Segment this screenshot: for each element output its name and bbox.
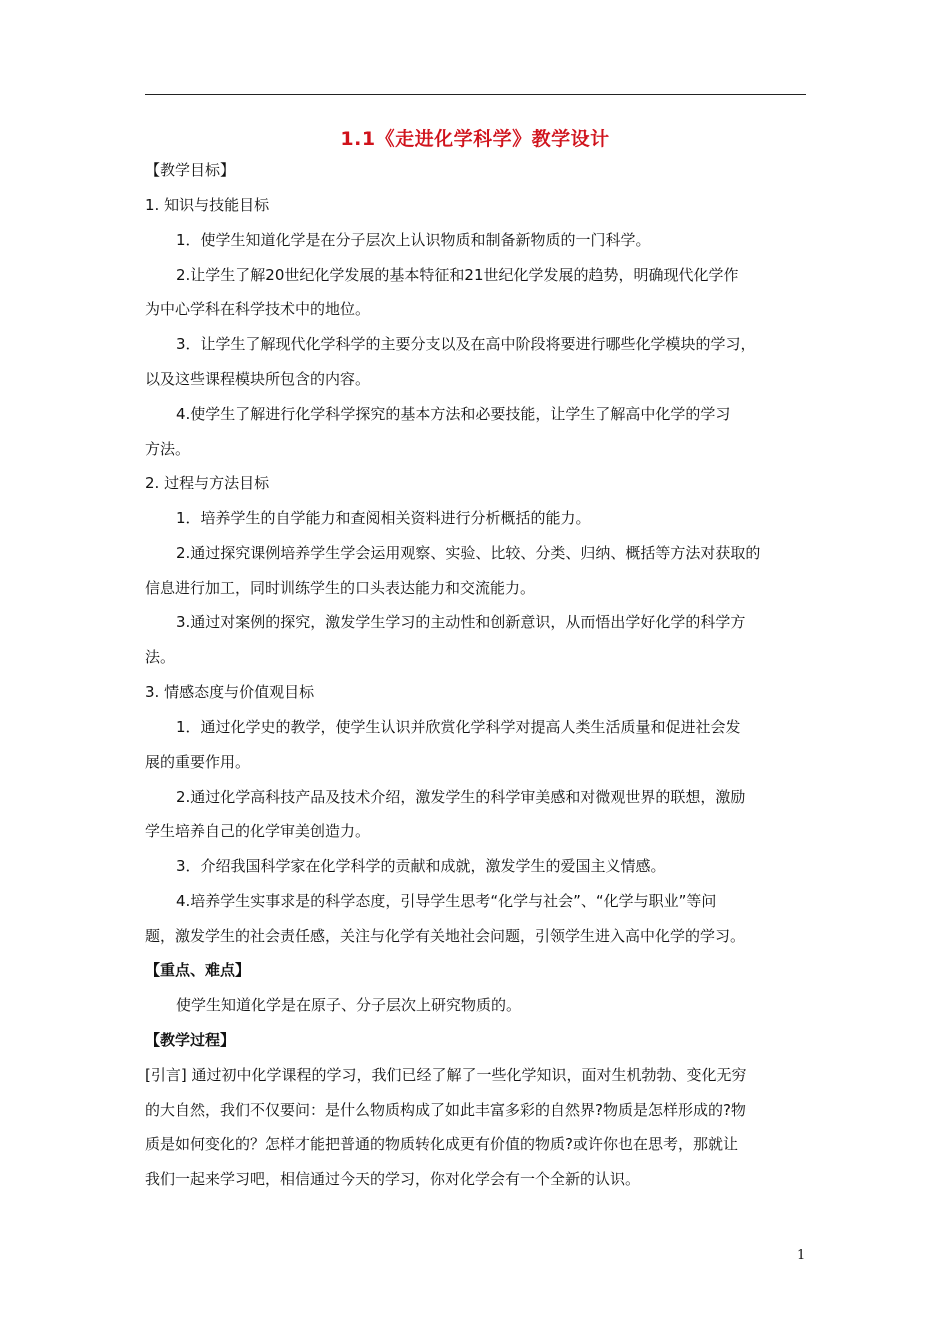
paragraph-line: [引言] 通过初中化学课程的学习，我们已经了解了一些化学知识，面对生机勃勃、变化无穷 (145, 1066, 747, 1084)
header-rule (145, 94, 806, 95)
section-heading-objectives: 【教学目标】 (145, 161, 236, 179)
paragraph-line: 1．使学生知道化学是在分子层次上认识物质和制备新物质的一门科学。 (176, 231, 651, 249)
subheading-knowledge-skills: 1. 知识与技能目标 (145, 196, 270, 214)
paragraph-line: 1．通过化学史的教学，使学生认识并欣赏化学科学对提高人类生活质量和促进社会发 (176, 718, 741, 736)
paragraph-line: 信息进行加工，同时训练学生的口头表达能力和交流能力。 (145, 579, 536, 597)
paragraph-line: 2.通过化学高科技产品及技术介绍，激发学生的科学审美感和对微观世界的联想，激励 (176, 788, 746, 806)
paragraph-line: 题，激发学生的社会责任感，关注与化学有关地社会问题，引领学生进入高中化学的学习。 (145, 927, 746, 945)
paragraph-line: 质是如何变化的？怎样才能把普通的物质转化成更有价值的物质?或许你也在思考，那就让 (145, 1135, 738, 1153)
page-number: 1 (797, 1248, 806, 1263)
paragraph-line: 学生培养自己的化学审美创造力。 (145, 822, 371, 840)
paragraph-line: 3．介绍我国科学家在化学科学的贡献和成就，激发学生的爱国主义情感。 (176, 857, 666, 875)
paragraph-line: 使学生知道化学是在原子、分子层次上研究物质的。 (176, 996, 522, 1014)
section-heading-process: 【教学过程】 (145, 1031, 236, 1049)
subheading-process-methods: 2. 过程与方法目标 (145, 474, 270, 492)
paragraph-line: 我们一起来学习吧，相信通过今天的学习，你对化学会有一个全新的认识。 (145, 1170, 641, 1188)
paragraph-line: 2.通过探究课例培养学生学会运用观察、实验、比较、分类、归纳、概括等方法对获取的 (176, 544, 761, 562)
paragraph-line: 的大自然，我们不仅要问：是什么物质构成了如此丰富多彩的自然界?物质是怎样形成的?物 (145, 1101, 746, 1119)
paragraph-line: 3.通过对案例的探究，激发学生学习的主动性和创新意识，从而悟出学好化学的科学方 (176, 613, 746, 631)
subheading-attitude-values: 3. 情感态度与价值观目标 (145, 683, 315, 701)
paragraph-line: 4.使学生了解进行化学科学探究的基本方法和必要技能，让学生了解高中化学的学习 (176, 405, 731, 423)
paragraph-line: 为中心学科在科学技术中的地位。 (145, 300, 371, 318)
paragraph-line: 展的重要作用。 (145, 753, 251, 771)
paragraph-line: 法。 (145, 648, 176, 666)
paragraph-line: 3．让学生了解现代化学科学的主要分支以及在高中阶段将要进行哪些化学模块的学习， (176, 335, 756, 353)
page-title: 1.1《走进化学科学》教学设计 (340, 128, 610, 150)
paragraph-line: 2.让学生了解20世纪化学发展的基本特征和21世纪化学发展的趋势，明确现代化学作 (176, 266, 739, 284)
paragraph-line: 方法。 (145, 440, 191, 458)
paragraph-line: 1．培养学生的自学能力和查阅相关资料进行分析概括的能力。 (176, 509, 591, 527)
section-heading-key-points: 【重点、难点】 (145, 961, 251, 979)
paragraph-line: 以及这些课程模块所包含的内容。 (145, 370, 371, 388)
paragraph-line: 4.培养学生实事求是的科学态度，引导学生思考“化学与社会”、“化学与职业”等问 (176, 892, 717, 910)
